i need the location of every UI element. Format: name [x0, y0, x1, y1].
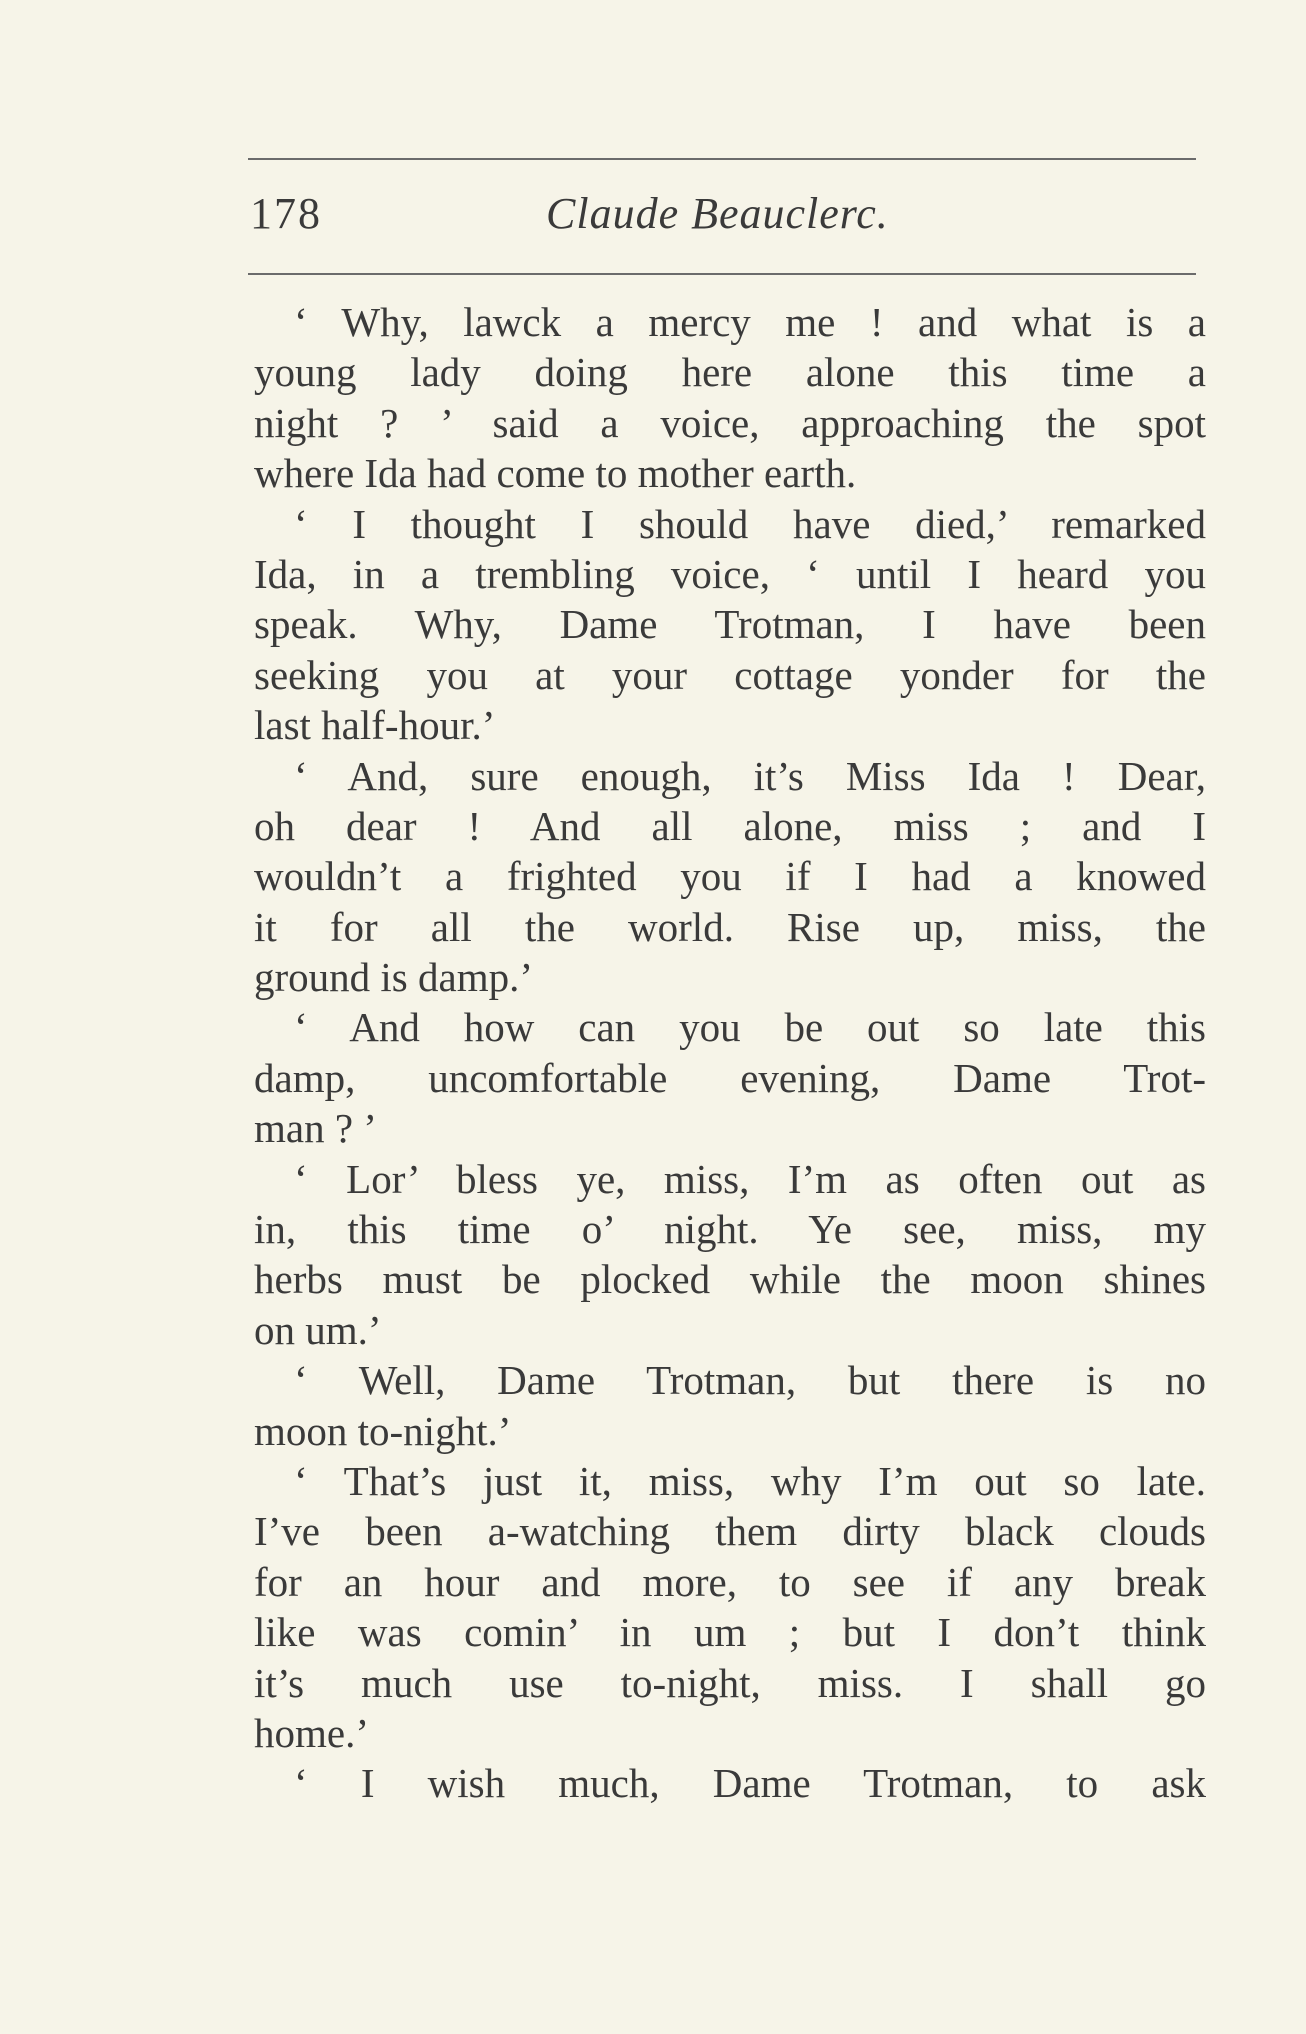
text-line: moon to-night.’	[254, 1407, 512, 1454]
text-line: young lady doing here alone this time a	[254, 349, 1206, 396]
text-line: like was comin’ in um ; but I don’t think	[254, 1609, 1206, 1656]
text-line: night ? ’ said a voice, approaching the spot	[254, 399, 1206, 446]
text-line: Ida, in a trembling voice, ‘ until I heard you	[254, 550, 1206, 597]
text-line: ‘ And how can you be out so late this	[294, 1004, 1206, 1051]
header-rule-bottom	[248, 273, 1196, 275]
text-line: ‘ And, sure enough, it’s Miss Ida ! Dear,	[294, 752, 1206, 799]
text-line: home.’	[254, 1709, 369, 1756]
text-line: on um.’	[254, 1306, 382, 1353]
text-line: ‘ I thought I should have died,’ remarked	[294, 500, 1206, 547]
running-header	[248, 188, 1196, 248]
text-line: ‘ Well, Dame Trotman, but there is no	[294, 1357, 1206, 1404]
header-rule-top	[248, 158, 1196, 160]
text-line: ‘ Why, lawck a mercy me ! and what is a	[294, 299, 1206, 345]
text-line: wouldn’t a frighted you if I had a knowed	[254, 853, 1206, 900]
text-line: for an hour and more, to see if any break	[254, 1558, 1206, 1605]
text-line: ground is damp.’	[254, 954, 533, 1001]
text-line: man ? ’	[254, 1105, 377, 1152]
body-text	[254, 297, 1206, 1809]
text-line: ‘ Lor’ bless ye, miss, I’m as often out as	[294, 1155, 1206, 1202]
text-line: ‘ I wish much, Dame Trotman, to ask	[294, 1760, 1206, 1807]
text-line: herbs must be plocked while the moon shines	[254, 1256, 1206, 1303]
text-line: in, this time o’ night. Ye see, miss, my	[254, 1206, 1206, 1253]
text-line: where Ida had come to mother earth.	[254, 450, 857, 497]
text-line: it for all the world. Rise up, miss, the	[254, 903, 1206, 950]
running-title: Claude Beauclerc.	[546, 189, 889, 238]
text-line: speak. Why, Dame Trotman, I have been	[254, 601, 1206, 648]
text-line: I’ve been a-watching them dirty black clouds	[254, 1508, 1206, 1555]
text-line: ‘ That’s just it, miss, why I’m out so late.	[294, 1457, 1206, 1504]
text-line: oh dear ! And all alone, miss ; and I	[254, 802, 1206, 849]
text-line: seeking you at your cottage yonder for the	[254, 651, 1206, 698]
page-number: 178	[250, 189, 322, 238]
text-line: it’s much use to-night, miss. I shall go	[254, 1659, 1206, 1706]
text-line: damp, uncomfortable evening, Dame Trot-	[254, 1054, 1206, 1101]
text-line: last half-hour.’	[254, 702, 496, 749]
